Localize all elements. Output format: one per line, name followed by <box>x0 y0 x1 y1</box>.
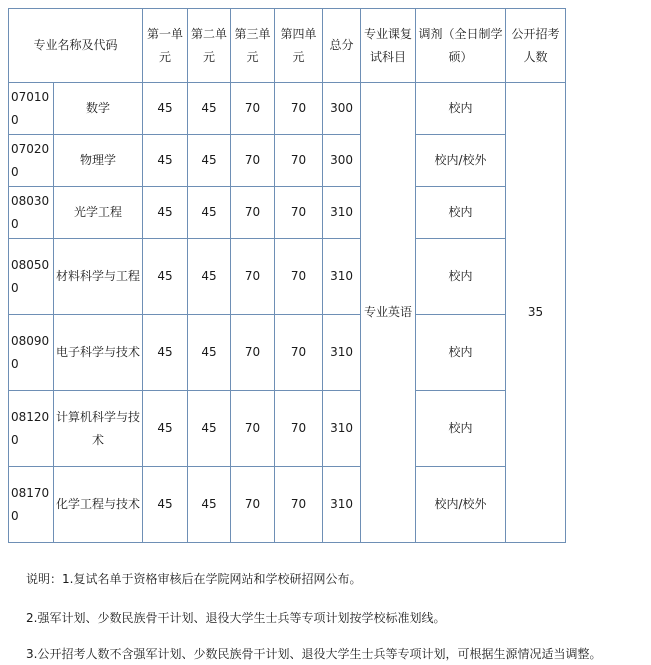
unit2-score: 45 <box>188 187 231 239</box>
major-code: 080900 <box>9 315 54 391</box>
table-row <box>9 83 566 135</box>
unit3-score: 70 <box>231 315 275 391</box>
unit2-score: 45 <box>188 239 231 315</box>
table-row <box>9 135 566 187</box>
unit2-score: 45 <box>188 135 231 187</box>
transfer-scope: 校内 <box>416 83 506 135</box>
table-row <box>9 391 566 467</box>
table-row <box>9 315 566 391</box>
major-name: 化学工程与技术 <box>54 467 143 543</box>
unit3-score: 70 <box>231 391 275 467</box>
transfer-scope: 校内 <box>416 187 506 239</box>
header-total: 总分 <box>323 9 361 83</box>
table-header-row <box>9 9 566 83</box>
quota-value: 35 <box>506 83 566 543</box>
unit4-score: 70 <box>275 135 323 187</box>
note-2: 2.强军计划、少数民族骨干计划、退役大学生士兵等专项计划按学校标准划线。 <box>26 611 446 625</box>
unit3-score: 70 <box>231 239 275 315</box>
total-score: 310 <box>323 315 361 391</box>
transfer-scope: 校内/校外 <box>416 467 506 543</box>
unit2-score: 45 <box>188 83 231 135</box>
unit4-score: 70 <box>275 239 323 315</box>
major-name: 计算机科学与技术 <box>54 391 143 467</box>
unit3-score: 70 <box>231 83 275 135</box>
unit4-score: 70 <box>275 315 323 391</box>
total-score: 300 <box>323 135 361 187</box>
unit2-score: 45 <box>188 467 231 543</box>
total-score: 300 <box>323 83 361 135</box>
unit1-score: 45 <box>143 135 188 187</box>
total-score: 310 <box>323 391 361 467</box>
major-code: 070100 <box>9 83 54 135</box>
unit4-score: 70 <box>275 391 323 467</box>
table-row <box>9 187 566 239</box>
unit1-score: 45 <box>143 187 188 239</box>
unit4-score: 70 <box>275 187 323 239</box>
header-unit2: 第二单元 <box>188 9 231 83</box>
major-name: 电子科学与技术 <box>54 315 143 391</box>
retest-subject: 专业英语 <box>361 83 416 543</box>
total-score: 310 <box>323 467 361 543</box>
note-1: 说明：1.复试名单于资格审核后在学院网站和学校研招网公布。 <box>26 572 362 586</box>
major-name: 物理学 <box>54 135 143 187</box>
major-code: 081700 <box>9 467 54 543</box>
unit1-score: 45 <box>143 391 188 467</box>
unit4-score: 70 <box>275 467 323 543</box>
total-score: 310 <box>323 187 361 239</box>
header-transfer: 调剂（全日制学硕） <box>416 9 506 83</box>
note-3: 3.公开招考人数不含强军计划、少数民族骨干计划、退役大学生士兵等专项计划，可根据生源情况适当调整。 <box>26 647 602 661</box>
unit3-score: 70 <box>231 135 275 187</box>
header-quota: 公开招考人数 <box>506 9 566 83</box>
unit3-score: 70 <box>231 467 275 543</box>
major-code: 080300 <box>9 187 54 239</box>
header-retest: 专业课复试科目 <box>361 9 416 83</box>
unit1-score: 45 <box>143 239 188 315</box>
major-name: 光学工程 <box>54 187 143 239</box>
admission-table <box>8 8 566 543</box>
major-name: 数学 <box>54 83 143 135</box>
table-row <box>9 239 566 315</box>
transfer-scope: 校内/校外 <box>416 135 506 187</box>
unit2-score: 45 <box>188 315 231 391</box>
header-unit3: 第三单元 <box>231 9 275 83</box>
header-unit1: 第一单元 <box>143 9 188 83</box>
major-code: 081200 <box>9 391 54 467</box>
unit4-score: 70 <box>275 83 323 135</box>
total-score: 310 <box>323 239 361 315</box>
transfer-scope: 校内 <box>416 315 506 391</box>
unit1-score: 45 <box>143 467 188 543</box>
unit1-score: 45 <box>143 315 188 391</box>
transfer-scope: 校内 <box>416 239 506 315</box>
unit1-score: 45 <box>143 83 188 135</box>
unit3-score: 70 <box>231 187 275 239</box>
transfer-scope: 校内 <box>416 391 506 467</box>
major-code: 070200 <box>9 135 54 187</box>
table-row <box>9 467 566 543</box>
header-unit4: 第四单元 <box>275 9 323 83</box>
major-code: 080500 <box>9 239 54 315</box>
header-major: 专业名称及代码 <box>9 9 143 83</box>
unit2-score: 45 <box>188 391 231 467</box>
major-name: 材料科学与工程 <box>54 239 143 315</box>
